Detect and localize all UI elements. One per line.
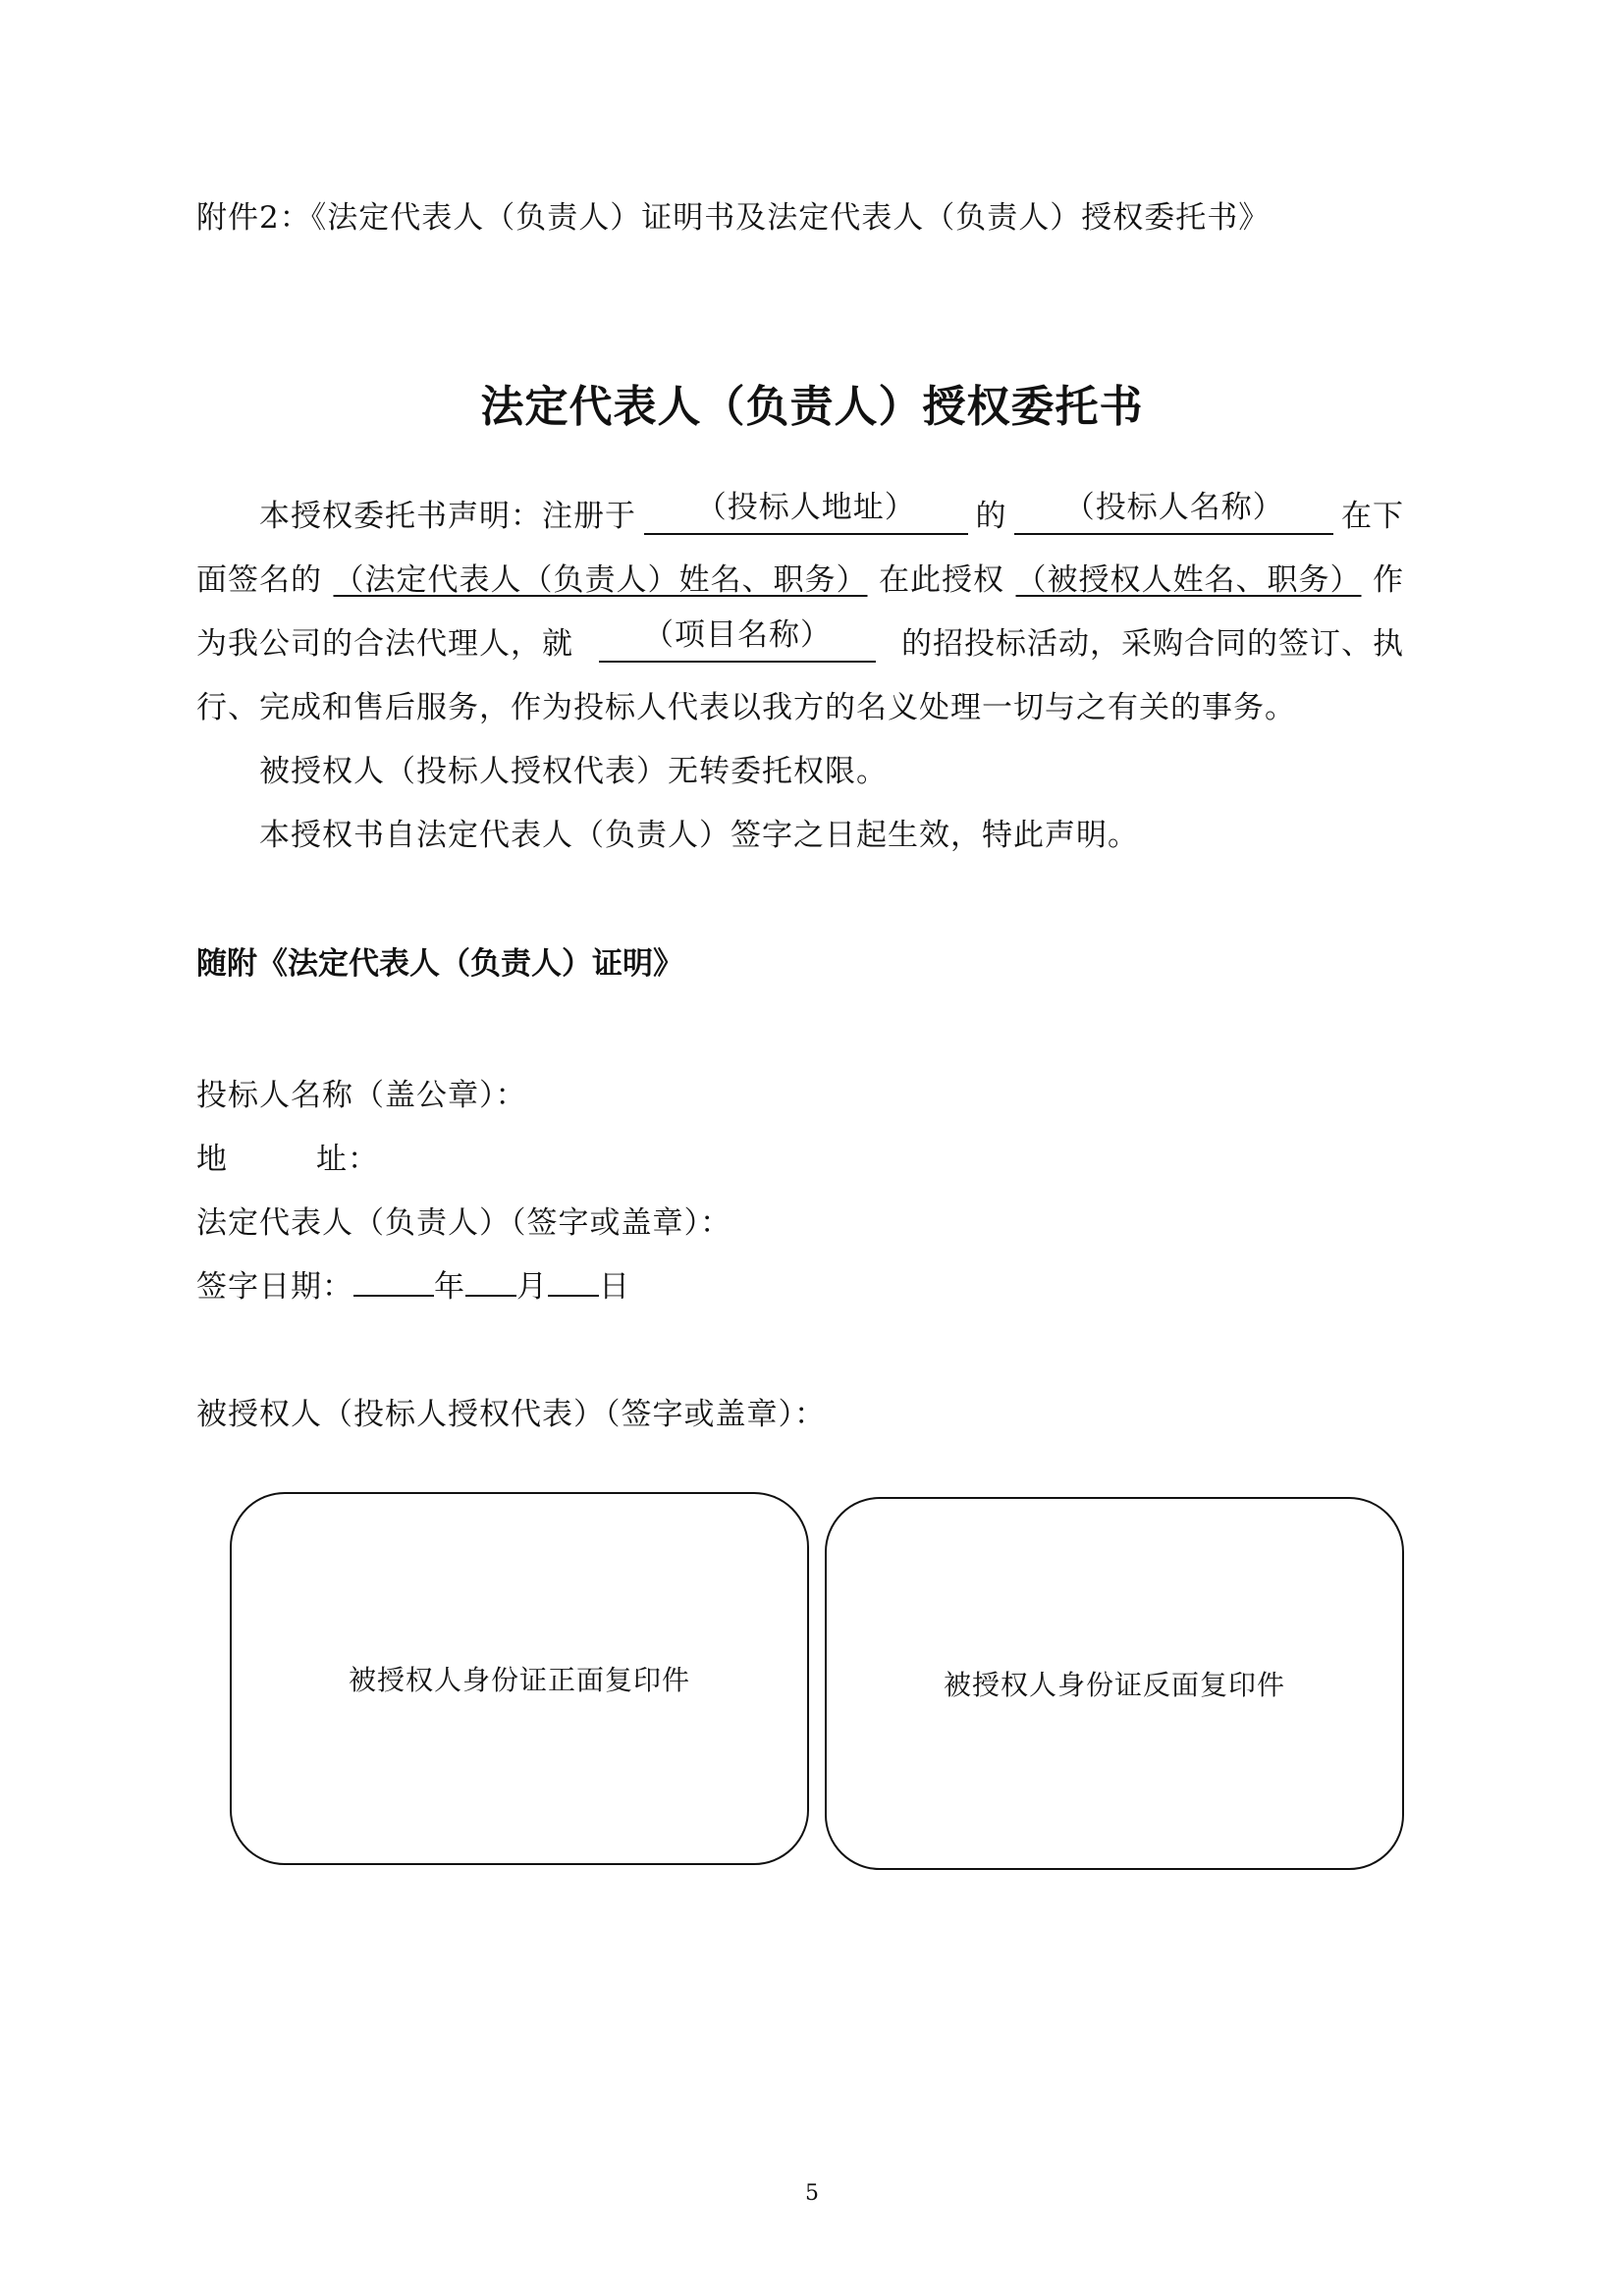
declaration-text: 本授权委托书声明：注册于 <box>259 499 636 534</box>
declaration-text: 在下 <box>1341 499 1404 534</box>
day-blank <box>548 1295 599 1297</box>
bidder-name-field: 投标人名称（盖公章）： <box>196 1078 527 1113</box>
declaration-text: 在此授权 <box>879 562 1004 598</box>
id-back-label: 被授权人身份证反面复印件 <box>943 1669 1285 1701</box>
authorized-signature-field: 被授权人（投标人授权代表）（签字或盖章）： <box>196 1397 826 1432</box>
legal-rep-name-blank: （法定代表人（负责人）姓名、职务） <box>333 562 868 598</box>
declaration-text: 面签名的 <box>196 562 322 598</box>
id-front-box <box>230 1492 809 1865</box>
declaration-line-1 <box>196 491 1404 535</box>
day-label: 日 <box>599 1269 630 1305</box>
effective-statement: 本授权书自法定代表人（负责人）签字之日起生效，特此声明。 <box>259 818 1139 853</box>
declaration-line-2 <box>196 555 1404 599</box>
id-back-box <box>825 1497 1404 1870</box>
bidder-address-blank: （投标人地址） <box>644 491 968 535</box>
year-label: 年 <box>434 1269 465 1305</box>
sign-date-label: 签字日期： <box>196 1269 353 1305</box>
document-title: 法定代表人（负责人）授权委托书 <box>480 382 1144 432</box>
id-front-label: 被授权人身份证正面复印件 <box>348 1664 690 1696</box>
declaration-line-3 <box>196 618 1404 663</box>
declaration-text: 的 <box>975 499 1007 534</box>
month-label: 月 <box>516 1269 548 1305</box>
sign-date-field <box>196 1261 630 1306</box>
year-blank <box>353 1295 434 1297</box>
authorized-person-blank: （被授权人姓名、职务） <box>1015 562 1362 598</box>
address-label-a: 地 <box>196 1142 228 1177</box>
attachment-heading: 附件2：《法定代表人（负责人）证明书及法定代表人（负责人）授权委托书》 <box>196 200 1271 236</box>
project-name-blank: （项目名称） <box>599 618 876 663</box>
declaration-text: 作 <box>1373 562 1404 598</box>
declaration-text: 为我公司的合法代理人，就 <box>196 626 573 662</box>
attached-certificate-title: 随附《法定代表人（负责人）证明》 <box>196 946 683 982</box>
bidder-name-blank: （投标人名称） <box>1014 491 1333 535</box>
month-blank <box>465 1295 516 1297</box>
declaration-text: 的招投标活动，采购合同的签订、执 <box>901 626 1404 662</box>
address-label-b: 址： <box>316 1142 379 1177</box>
address-field <box>196 1134 379 1178</box>
no-sub-delegation: 被授权人（投标人授权代表）无转委托权限。 <box>259 754 888 789</box>
declaration-line-4: 行、完成和售后服务，作为投标人代表以我方的名义处理一切与之有关的事务。 <box>196 690 1296 725</box>
legal-rep-signature-field: 法定代表人（负责人）（签字或盖章）： <box>196 1205 731 1241</box>
page-number: 5 <box>805 2181 819 2206</box>
